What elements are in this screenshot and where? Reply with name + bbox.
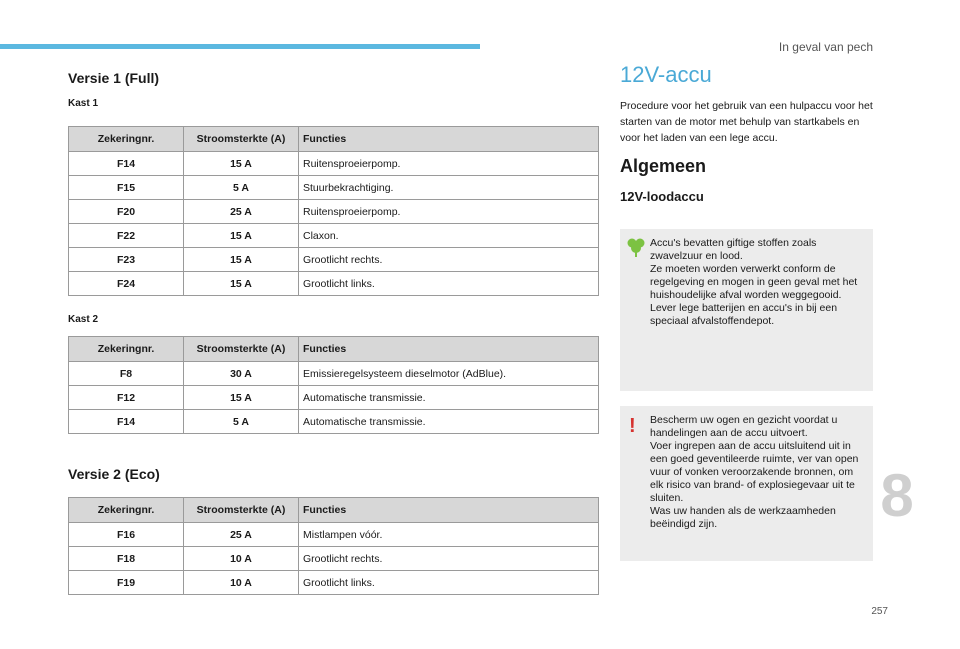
fuse-number: F15: [69, 176, 184, 200]
table-row: [69, 571, 599, 595]
version2-title: Versie 2 (Eco): [68, 466, 160, 482]
fuse-number: F23: [69, 248, 184, 272]
fuse-table-kast1: [68, 126, 599, 296]
section-header: In geval van pech: [778, 40, 873, 54]
amperage: 15 A: [184, 272, 299, 296]
amperage: 15 A: [184, 248, 299, 272]
battery-title: 12V-accu: [620, 62, 712, 87]
fuse-number: F14: [69, 410, 184, 434]
battery-column: [620, 62, 874, 204]
amperage: 15 A: [184, 152, 299, 176]
function: Stuurbekrachtiging.: [299, 176, 599, 200]
table-row: [69, 248, 599, 272]
warning-note-line: Voer ingrepen aan de accu uitsluitend uit in een goed geventileerde ruimte, ver van open vuur of vonken veroorzakende bronnen, om elk risico van brand- of explosiegevaar uit te sluiten.: [650, 440, 859, 504]
table-row: [69, 224, 599, 248]
fuse-number: F8: [69, 362, 184, 386]
function: Automatische transmissie.: [299, 410, 599, 434]
fuse-number: F24: [69, 272, 184, 296]
col-header-fuse: Zekeringnr.: [69, 337, 184, 362]
function: Automatische transmissie.: [299, 386, 599, 410]
kast2-label: Kast 2: [68, 314, 99, 325]
fuse-number: F22: [69, 224, 184, 248]
amperage: 25 A: [184, 523, 299, 547]
function: Mistlampen vóór.: [299, 523, 599, 547]
fuse-number: F14: [69, 152, 184, 176]
table-header-row: [69, 498, 599, 523]
amperage: 5 A: [184, 410, 299, 434]
col-header-functions: Functies: [299, 498, 599, 523]
col-header-fuse: Zekeringnr.: [69, 127, 184, 152]
fuse-table-eco: [68, 497, 599, 595]
amperage: 25 A: [184, 200, 299, 224]
amperage: 30 A: [184, 362, 299, 386]
table-header-row: [69, 127, 599, 152]
function: Grootlicht rechts.: [299, 248, 599, 272]
table-row: [69, 523, 599, 547]
amperage: 15 A: [184, 224, 299, 248]
amperage: 15 A: [184, 386, 299, 410]
eco-note: [620, 229, 873, 391]
kast1-label: Kast 1: [68, 98, 99, 109]
col-header-functions: Functies: [299, 337, 599, 362]
top-accent-bar: [0, 44, 480, 49]
function: Grootlicht links.: [299, 571, 599, 595]
table-row: [69, 547, 599, 571]
col-header-amperage: Stroomsterkte (A): [184, 498, 299, 523]
fuse-number: F12: [69, 386, 184, 410]
amperage: 10 A: [184, 547, 299, 571]
fuse-table-kast2: [68, 336, 599, 434]
function: Ruitensproeierpomp.: [299, 200, 599, 224]
warning-icon: !: [629, 415, 636, 437]
amperage: 5 A: [184, 176, 299, 200]
table-row: [69, 176, 599, 200]
col-header-fuse: Zekeringnr.: [69, 498, 184, 523]
amperage: 10 A: [184, 571, 299, 595]
version1-title: Versie 1 (Full): [68, 70, 160, 86]
function: Emissieregelsysteem dieselmotor (AdBlue).: [299, 362, 599, 386]
function: Grootlicht rechts.: [299, 547, 599, 571]
eco-note-line: Ze moeten worden verwerkt conform de regelgeving en mogen in geen geval met het huishoudelijke afval worden weggegooid.: [650, 263, 858, 301]
warning-note-line: Was uw handen als de werkzaamheden beëindigd zijn.: [650, 505, 836, 530]
col-header-amperage: Stroomsterkte (A): [184, 337, 299, 362]
table-row: [69, 410, 599, 434]
col-header-amperage: Stroomsterkte (A): [184, 127, 299, 152]
table-row: [69, 200, 599, 224]
general-heading: Algemeen: [620, 156, 707, 176]
fuse-tables-column: [68, 64, 599, 595]
function: Ruitensproeierpomp.: [299, 152, 599, 176]
table-header-row: [69, 337, 599, 362]
col-header-functions: Functies: [299, 127, 599, 152]
chapter-number: 8: [880, 462, 914, 529]
warning-note: [620, 406, 873, 561]
function: Grootlicht links.: [299, 272, 599, 296]
eco-icon: [627, 237, 645, 257]
eco-note-line: Lever lege batterijen en accu's in bij een speciaal afvalstoffendepot.: [650, 302, 838, 327]
table-row: [69, 362, 599, 386]
lead-battery-heading: 12V-loodaccu: [620, 189, 704, 204]
table-row: [69, 152, 599, 176]
table-row: [69, 386, 599, 410]
eco-note-line: Accu's bevatten giftige stoffen zoals zwavelzuur en lood.: [650, 237, 817, 262]
fuse-number: F18: [69, 547, 184, 571]
fuse-number: F16: [69, 523, 184, 547]
fuse-number: F19: [69, 571, 184, 595]
warning-note-line: Bescherm uw ogen en gezicht voordat u handelingen aan de accu uitvoert.: [650, 414, 838, 439]
battery-intro: Procedure voor het gebruik van een hulpaccu voor het starten van de motor met behulp van startkabels en voor het laden van een lege accu.: [620, 100, 873, 144]
fuse-number: F20: [69, 200, 184, 224]
table-row: [69, 272, 599, 296]
function: Claxon.: [299, 224, 599, 248]
page-number: 257: [871, 606, 888, 617]
